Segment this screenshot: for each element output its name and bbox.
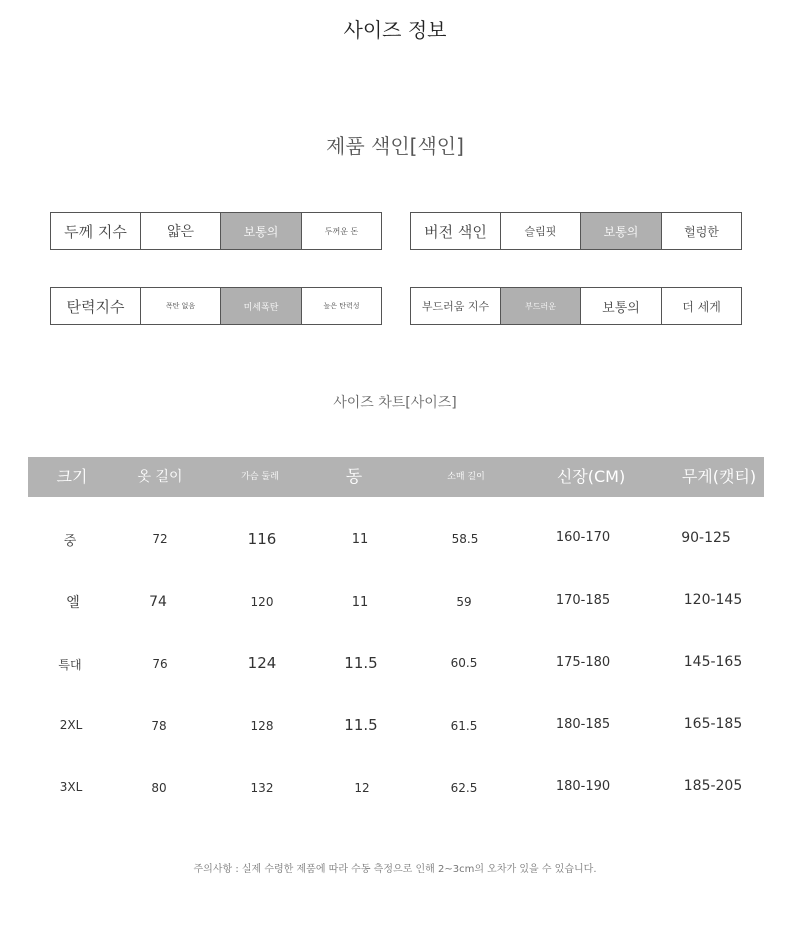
softness-option-soft: 부드러운 — [500, 288, 580, 324]
row2-length: 74 — [149, 594, 167, 610]
row1-sleeve: 58.5 — [451, 532, 479, 546]
row2-height: 170-185 — [555, 593, 611, 608]
size-chart-header — [28, 457, 764, 497]
version-option-slim: 슬림핏 — [500, 213, 580, 249]
row2-sleeve: 59 — [456, 595, 472, 609]
row5-height: 180-190 — [555, 779, 611, 794]
row5-waist: 12 — [354, 781, 370, 795]
header-size: 크기 — [56, 467, 88, 486]
row1-height: 160-170 — [555, 530, 611, 545]
header-weight: 무게(캣티) — [681, 467, 757, 486]
softness-index-label: 부드러움 지수 — [421, 300, 490, 313]
row1-weight: 90-125 — [681, 530, 731, 546]
row1-length: 72 — [152, 532, 168, 546]
row1-size: 중 — [63, 534, 77, 549]
row5-weight: 185-205 — [683, 778, 743, 794]
row1-waist: 11 — [351, 532, 369, 547]
row4-waist: 11.5 — [344, 716, 378, 734]
row4-chest: 128 — [250, 719, 274, 733]
row3-height: 175-180 — [555, 655, 611, 670]
softness-index-box — [410, 287, 742, 325]
row3-waist: 11.5 — [344, 654, 378, 672]
size-chart-title: 사이즈 차트[사이즈] — [333, 395, 457, 411]
row2-chest: 120 — [250, 595, 274, 609]
row4-size: 2XL — [59, 718, 83, 732]
version-option-loose: 헐렁한 — [661, 213, 741, 249]
elasticity-index-box — [50, 287, 382, 325]
header-height: 신장(CM) — [556, 467, 626, 486]
row4-sleeve: 61.5 — [450, 719, 478, 733]
row2-weight: 120-145 — [683, 592, 743, 608]
row5-chest: 132 — [250, 781, 274, 795]
header-sleeve: 소매 길이 — [447, 472, 485, 482]
row3-size: 특대 — [58, 658, 82, 672]
elasticity-index-label: 탄력지수 — [66, 297, 125, 316]
row3-weight: 145-165 — [683, 654, 743, 670]
thickness-option-thick: 두꺼운 돈 — [301, 213, 381, 249]
index-section-title: 제품 색인[색인] — [326, 134, 464, 158]
softness-option-harder: 더 세게 — [661, 288, 741, 324]
version-index-box — [410, 212, 742, 250]
row2-size: 엘 — [66, 595, 80, 611]
softness-option-normal: 보통의 — [580, 288, 661, 324]
row4-weight: 165-185 — [683, 716, 743, 732]
elasticity-option-high: 높은 탄력성 — [301, 288, 381, 324]
measurement-note: 주의사항 : 실제 수령한 제품에 따라 수동 측정으로 인해 2~3cm의 오차가 있을 수 있습니다. — [193, 864, 597, 875]
row2-waist: 11 — [351, 595, 369, 610]
thickness-index-box — [50, 212, 382, 250]
thickness-option-thin: 얇은 — [140, 213, 220, 249]
version-option-normal: 보통의 — [580, 213, 661, 249]
elasticity-option-none: 폭탄 없음 — [140, 288, 220, 324]
page-title: 사이즈 정보 — [343, 18, 447, 42]
row5-sleeve: 62.5 — [450, 781, 478, 795]
row5-size: 3XL — [59, 780, 83, 794]
thickness-option-normal: 보통의 — [220, 213, 301, 249]
row4-length: 78 — [151, 719, 167, 733]
header-chest: 가슴 둘레 — [241, 472, 279, 482]
row3-chest: 124 — [247, 654, 277, 672]
thickness-index-label: 두께 지수 — [64, 222, 127, 241]
elasticity-option-slight: 미세폭탄 — [220, 288, 301, 324]
row3-length: 76 — [152, 657, 168, 671]
row3-sleeve: 60.5 — [450, 656, 478, 670]
row5-length: 80 — [151, 781, 167, 795]
header-waist: 동 — [345, 467, 363, 487]
row4-height: 180-185 — [555, 717, 611, 732]
version-index-label: 버전 색인 — [424, 222, 487, 241]
header-length: 옷 길이 — [137, 469, 183, 485]
row1-chest: 116 — [247, 530, 277, 548]
